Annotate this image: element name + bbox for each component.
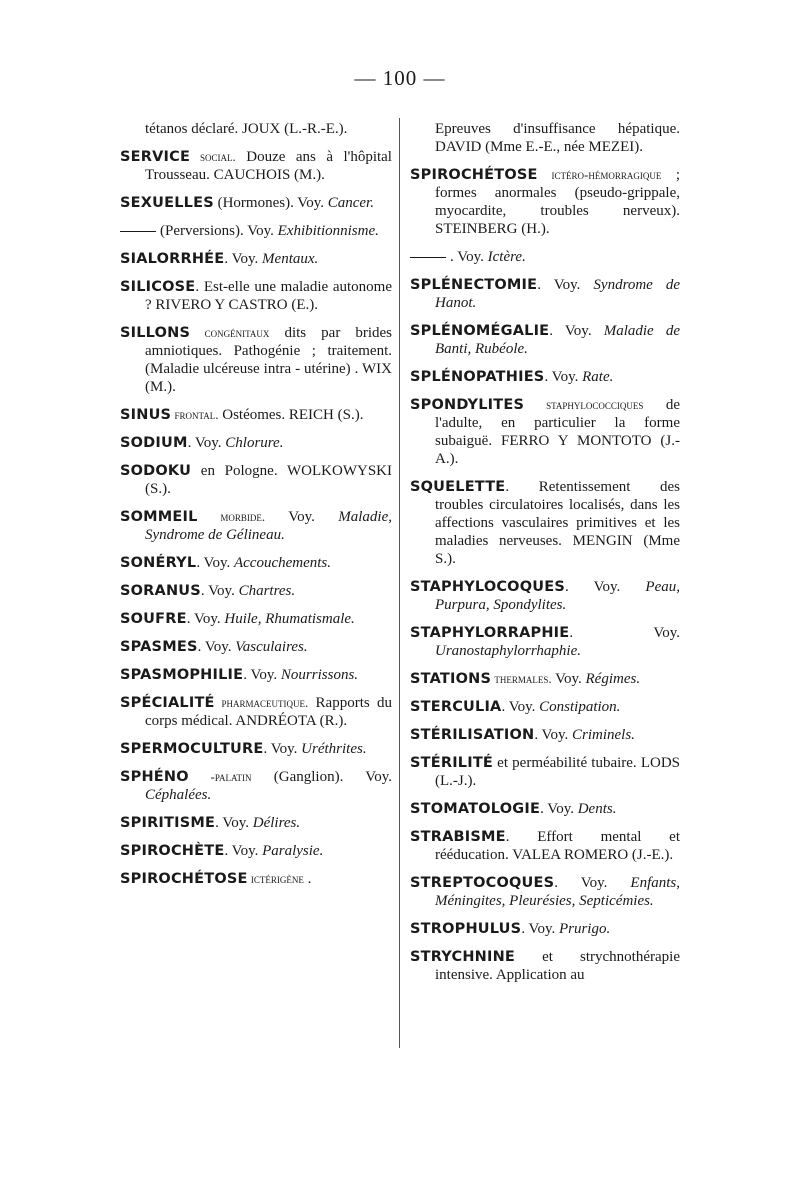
entry-headword: STERCULIA (410, 699, 502, 715)
entry-text: (Hormones). Voy. (213, 195, 328, 211)
entry-reference: Maladie de Banti, Rubéole. (435, 323, 680, 357)
index-entry (120, 666, 392, 684)
entry-headword: SODIUM (120, 435, 188, 451)
entry-text: . Voy. (450, 249, 488, 265)
index-entry (410, 670, 680, 688)
entry-headword: STROPHULUS (410, 921, 522, 937)
entry-text: . Retentissement des troubles circulatoires localisés, dans les affections vasculaires primitives et les maladies nerveuses. MENGIN (Mme S.). (435, 479, 680, 567)
entry-headword: SPONDYLITES (410, 397, 525, 413)
entry-text: . Voy. (224, 251, 263, 267)
entry-headword: SPIROCHÈTE (120, 843, 225, 859)
index-entry (120, 768, 392, 804)
entry-text: . Voy. (263, 741, 302, 757)
entry-headword: STÉRILISATION (410, 727, 535, 743)
index-entry (120, 740, 392, 758)
entry-headword: SPIROCHÉTOSE (120, 871, 248, 887)
index-entry (410, 248, 680, 266)
page-number: — 100 — (354, 66, 446, 90)
index-entry (120, 250, 392, 268)
entry-headword: SPLÉNECTOMIE (410, 277, 538, 293)
entry-headword: SOUFRE (120, 611, 187, 627)
entry-headword: SPASMOPHILIE (120, 667, 244, 683)
entry-reference: Ictère. (487, 249, 526, 265)
column-divider (399, 118, 400, 1048)
index-entry (410, 322, 680, 358)
index-entry (120, 324, 392, 396)
entry-text: . Voy. (554, 875, 631, 891)
index-entry (410, 276, 680, 312)
entry-qualifier: staphylococciques (524, 397, 644, 412)
entry-qualifier: ictéro-hémorragique (537, 167, 662, 182)
entry-reference: Accouchements. (233, 555, 332, 571)
entry-reference: Dents. (577, 801, 617, 817)
entry-text: dits par brides amniotiques. Pathogénie ; traitement. (Maladie ulcéreuse intra - utérine) . WIX (M.). (145, 325, 392, 395)
entry-qualifier: pharmaceutique. (214, 695, 309, 710)
entry-text: Epreuves d'insuffisance hépatique. DAVID (Mme E.-E., née MEZEI). (435, 121, 680, 155)
entry-reference: Mentaux. (262, 251, 319, 267)
entry-reference: Délires. (252, 815, 301, 831)
entry-reference: Vasculaires. (235, 639, 308, 655)
entry-reference: Maladie, Syndrome de Gélineau. (145, 509, 392, 543)
index-entry (120, 278, 392, 314)
entry-headword: SINUS (120, 407, 172, 423)
index-entry (120, 222, 392, 240)
entry-text: . Voy. (564, 579, 646, 595)
entry-reference: Criminels. (571, 727, 635, 743)
entry-reference: Céphalées. (145, 787, 212, 803)
index-entry (410, 874, 680, 910)
entry-reference: Syndrome de Hanot. (435, 277, 680, 311)
entry-headword: SILICOSE (120, 279, 196, 295)
entry-text: de l'adulte, en particulier la forme subaiguë. FERRO Y MONTOTO (J.-A.). (435, 397, 680, 467)
entry-headword: SPÉCIALITÉ (120, 695, 215, 711)
entry-reference: Huile, Rhumatismale. (224, 611, 355, 627)
entry-text: . Voy. (501, 699, 540, 715)
index-entry (410, 726, 680, 744)
entry-text: . Voy. (186, 611, 225, 627)
entry-headword: SORANUS (120, 583, 201, 599)
entry-headword: STREPTOCOQUES (410, 875, 555, 891)
repeat-dash (410, 257, 446, 258)
right-column (410, 120, 680, 994)
entry-text: . Voy. (215, 815, 253, 831)
index-entry (410, 396, 680, 468)
entry-text: . Voy. (534, 727, 572, 743)
index-entry (410, 368, 680, 386)
entry-text: . Est-elle une maladie autonome ? RIVERO Y CASTRO (E.). (145, 279, 392, 313)
entry-text: en Pologne. WOLKOWYSKI (S.). (145, 463, 392, 497)
entry-headword: STRYCHNINE (410, 949, 516, 965)
entry-reference: Exhibitionnisme. (277, 223, 379, 239)
entry-headword: SPIRITISME (120, 815, 216, 831)
repeat-dash (120, 231, 156, 232)
entry-headword: SILLONS (120, 325, 191, 341)
index-entry (120, 148, 392, 184)
entry-headword: STATIONS (410, 671, 492, 687)
entry-text: (Ganglion). Voy. (251, 769, 392, 785)
entry-reference: Constipation. (539, 699, 621, 715)
entry-text: et strychnothérapie intensive. Application au (435, 949, 680, 983)
index-entry (410, 754, 680, 790)
index-entry (120, 638, 392, 656)
index-entry (410, 800, 680, 818)
entry-text: . Voy. (544, 369, 583, 385)
entry-text: Douze ans à l'hôpital Trousseau. CAUCHOIS (M.). (145, 149, 392, 183)
entry-text: . Effort mental et rééducation. VALEA ROMERO (J.-E.). (435, 829, 680, 863)
index-entry (120, 694, 392, 730)
index-entry (120, 508, 392, 544)
entry-headword: SPIROCHÉTOSE (410, 167, 538, 183)
entry-text: Ostéomes. REICH (S.). (218, 407, 364, 423)
entry-reference: Régimes. (585, 671, 641, 687)
index-entry (120, 462, 392, 498)
entry-text: . (303, 871, 312, 887)
entry-headword: STRABISME (410, 829, 506, 845)
entry-text: et perméabilité tubaire. LODS (L.-J.). (435, 755, 680, 789)
index-entry (120, 582, 392, 600)
entry-text: Rapports du corps médical. ANDRÉOTA (R.). (145, 695, 392, 729)
entry-reference: Enfants, Méningites, Pleurésies, Septicémies. (435, 875, 680, 909)
entry-headword: SERVICE (120, 149, 191, 165)
index-entry (120, 870, 392, 888)
entry-headword: STAPHYLOCOQUES (410, 579, 565, 595)
entry-text: ; formes anormales (pseudo-grippale, myocardite, troubles nerveux). STEINBERG (H.). (435, 167, 681, 237)
entry-headword: SOMMEIL (120, 509, 198, 525)
entry-text: . Voy. (537, 277, 594, 293)
entry-headword: STÉRILITÉ (410, 755, 494, 771)
entry-headword: SPERMOCULTURE (120, 741, 264, 757)
entry-text: . Voy. (200, 583, 239, 599)
index-entry (410, 920, 680, 938)
index-entry (120, 554, 392, 572)
entry-text: . Voy. (521, 921, 559, 937)
entry-reference: Rate. (582, 369, 614, 385)
entry-reference: Chlorure. (225, 435, 284, 451)
entry-qualifier: frontal. (171, 407, 219, 422)
left-column (120, 120, 392, 898)
entry-text: Voy. (265, 509, 339, 525)
entry-headword: SEXUELLES (120, 195, 214, 211)
index-entry (120, 842, 392, 860)
entry-headword: SIALORRHÉE (120, 251, 225, 267)
entry-text: . Voy. (549, 323, 604, 339)
entry-headword: SODOKU (120, 463, 192, 479)
index-entry (410, 948, 680, 984)
index-entry (410, 166, 680, 238)
entry-headword: STAPHYLORRAPHIE (410, 625, 570, 641)
entry-reference: Uréthrites. (301, 741, 367, 757)
entry-text: Voy. (551, 671, 586, 687)
index-entry (410, 120, 680, 156)
index-entry (120, 434, 392, 452)
entry-qualifier: thermales. (491, 671, 552, 686)
entry-headword: SPASMES (120, 639, 198, 655)
entry-text: . Voy. (569, 625, 680, 641)
index-entry (410, 478, 680, 568)
entry-text: . Voy. (197, 639, 236, 655)
entry-reference: Paralysie. (262, 843, 324, 859)
index-entry (410, 828, 680, 864)
index-entry (120, 610, 392, 628)
entry-reference: Nourrissons. (280, 667, 359, 683)
entry-reference: Cancer. (327, 195, 374, 211)
entry-qualifier: morbide. (197, 509, 266, 524)
entry-headword: SQUELETTE (410, 479, 506, 495)
entry-text: . Voy. (540, 801, 578, 817)
index-entry (120, 120, 392, 138)
index-entry (410, 624, 680, 660)
index-entry (410, 698, 680, 716)
entry-text: . Voy. (224, 843, 263, 859)
entry-headword: SONÉRYL (120, 555, 197, 571)
entry-text: . Voy. (243, 667, 281, 683)
entry-reference: Peau, Purpura, Spondylites. (435, 579, 680, 613)
index-entry (120, 194, 392, 212)
entry-reference: Prurigo. (558, 921, 611, 937)
entry-headword: SPLÉNOPATHIES (410, 369, 545, 385)
entry-text: . Voy. (196, 555, 234, 571)
entry-qualifier: -palatin (188, 769, 252, 784)
entry-qualifier: ictérigène (247, 871, 304, 886)
entry-reference: Chartres. (238, 583, 296, 599)
entry-qualifier: social. (190, 149, 236, 164)
entry-reference: Uranostaphylorrhaphie. (435, 643, 581, 659)
entry-qualifier: congénitaux (190, 325, 270, 340)
index-entry (120, 406, 392, 424)
entry-text: tétanos déclaré. JOUX (L.-R.-E.). (145, 121, 348, 137)
entry-headword: SPHÉNO (120, 769, 189, 785)
index-entry (120, 814, 392, 832)
entry-text: (Perversions). Voy. (160, 223, 278, 239)
entry-headword: STOMATOLOGIE (410, 801, 541, 817)
entry-headword: SPLÉNOMÉGALIE (410, 323, 550, 339)
entry-text: . Voy. (187, 435, 226, 451)
index-entry (410, 578, 680, 614)
